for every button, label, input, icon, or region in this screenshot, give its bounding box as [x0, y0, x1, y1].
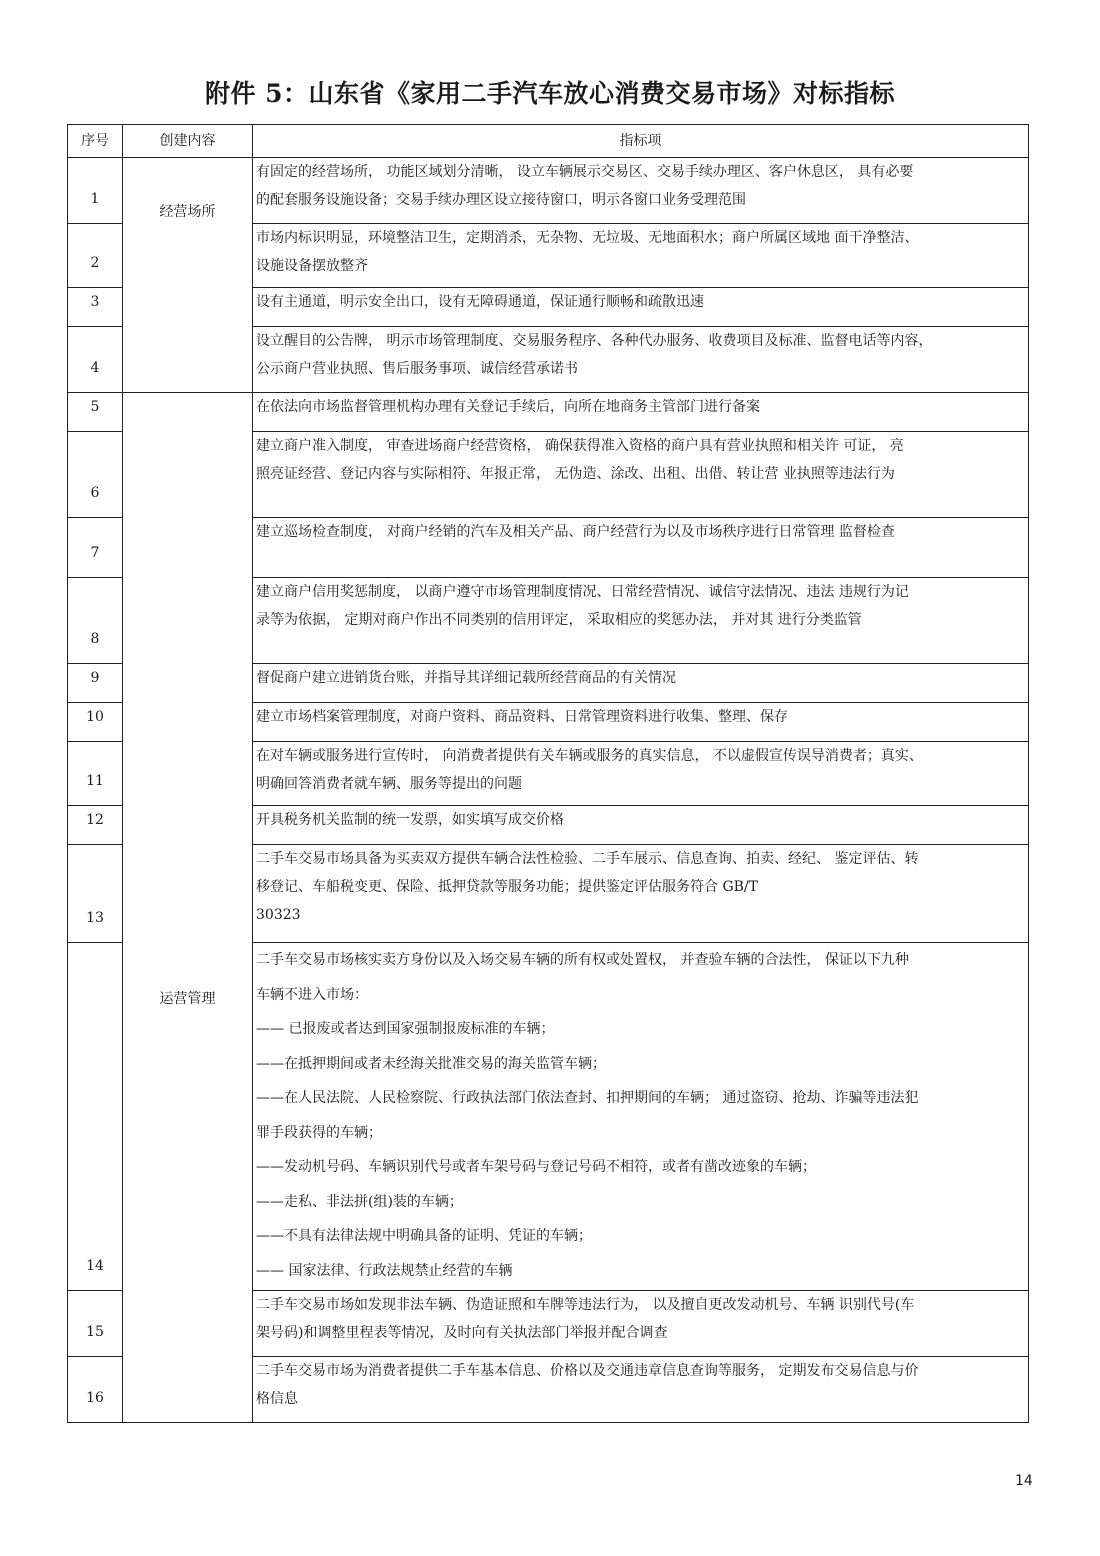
indicator-text-line: —— 国家法律、行政法规禁止经营的车辆 [256, 1262, 513, 1279]
indicator-text-line: —— 已报废或者达到国家强制报废标准的车辆； [256, 1021, 555, 1037]
indicator-text-line: 车辆不进入市场： [256, 986, 368, 1003]
indicator-cell [253, 288, 1029, 327]
indicator-cell [253, 806, 1029, 845]
row-number: 16 [68, 1357, 123, 1423]
indicator-text-line: 的配套服务设施设备；交易手续办理区设立接待窗口，明示各窗口业务受理范围 [256, 192, 746, 208]
row-number: 9 [68, 664, 123, 703]
indicator-cell [253, 158, 1029, 224]
table-row [68, 158, 1029, 224]
table-row [68, 393, 1029, 432]
category-cell-operation [123, 393, 253, 1423]
indicator-cell [253, 224, 1029, 288]
indicator-text-line: 在对车辆或服务进行宣传时， 向消费者提供有关车辆或服务的真实信息， 不以虚假宣传误导消费者；真实、 [256, 748, 923, 764]
indicator-text-line: 在依法向市场监督管理机构办理有关登记手续后，向所在地商务主管部门进行备案 [256, 399, 760, 415]
indicator-text-line: 建立市场档案管理制度，对商户资料、商品资料、日常管理资料进行收集、整理、保存 [256, 709, 788, 725]
document-title: 附件 5：山东省《家用二手汽车放心消费交易市场》对标指标 [204, 79, 896, 108]
indicator-cell [253, 327, 1029, 393]
benchmark-table [67, 124, 1029, 1423]
indicator-text-line: 格信息 [256, 1391, 298, 1407]
category-label: 经营场所 [159, 204, 216, 220]
indicator-text-line: ——不具有法律法规中明确具备的证明、凭证的车辆； [256, 1228, 592, 1244]
indicator-text-line: 市场内标识明显，环境整洁卫生，定期消杀，无杂物、无垃圾、无地面积水；商户所属区域地 面干净整洁、 [256, 230, 919, 246]
indicator-text-line: 设有主通道，明示安全出口，设有无障碍通道，保证通行顺畅和疏散迅速 [256, 294, 704, 310]
indicator-cell [253, 703, 1029, 742]
category-cell-venue [123, 158, 253, 393]
indicator-text-line: 照亮证经营、登记内容与实际相符、年报正常， 无伪造、涂改、出租、出借、转让营 业执照等违法行为 [256, 466, 895, 482]
row-number: 8 [68, 578, 123, 664]
indicator-cell [253, 943, 1029, 1291]
header-item: 指标项 [253, 125, 1029, 158]
indicator-text-line: 明确回答消费者就车辆、服务等提出的问题 [256, 776, 522, 792]
indicator-text-line: 移登记、车船税变更、保险、抵押贷款等服务功能；提供鉴定评估服务符合 GB/T [256, 879, 758, 895]
indicator-text-line: 30323 [256, 907, 301, 923]
indicator-text-line: 录等为依据， 定期对商户作出不同类别的信用评定， 采取相应的奖惩办法， 并对其 进行分类监管 [256, 612, 862, 628]
row-number: 11 [68, 742, 123, 806]
indicator-text-line: 有固定的经营场所， 功能区域划分清晰， 设立车辆展示交易区、交易手续办理区、客户休息区， 具有必要 [256, 164, 914, 180]
indicator-cell [253, 432, 1029, 518]
indicator-text-line: 督促商户建立进销货台账，并指导其详细记载所经营商品的有关情况 [256, 670, 676, 686]
indicator-text-line: ——走私、非法拼(组)装的车辆； [256, 1193, 463, 1210]
row-number: 7 [68, 518, 123, 578]
indicator-cell [253, 578, 1029, 664]
indicator-text-line: ——在抵押期间或者未经海关批准交易的海关监管车辆； [256, 1055, 606, 1072]
header-no: 序号 [68, 125, 123, 158]
indicator-cell [253, 518, 1029, 578]
indicator-text-line: 开具税务机关监制的统一发票，如实填写成交价格 [256, 812, 564, 828]
indicator-text-line: 建立商户信用奖惩制度， 以商户遵守市场管理制度情况、日常经营情况、诚信守法情况、违法 违规行为记 [256, 584, 909, 600]
indicator-text-line: 二手车交易市场核实卖方身份以及入场交易车辆的所有权或处置权， 并查验车辆的合法性， 保证以下九种 [256, 952, 909, 968]
indicator-text-line: 二手车交易市场具备为买卖双方提供车辆合法性检验、二手车展示、信息查询、拍卖、经纪、 鉴定评估、转 [256, 851, 919, 867]
category-label: 运营管理 [159, 991, 216, 1007]
row-number: 6 [68, 432, 123, 518]
indicator-text-line: 设立醒目的公告牌， 明示市场管理制度、交易服务程序、各种代办服务、收费项目及标准、监督电话等内容， [256, 333, 933, 349]
indicator-text-line: 建立商户准入制度， 审查进场商户经营资格， 确保获得准入资格的商户具有营业执照和相关许 可证， 亮 [256, 438, 904, 454]
indicator-cell [253, 1291, 1029, 1357]
header-category: 创建内容 [123, 125, 253, 158]
indicator-text-line: 设施设备摆放整齐 [256, 258, 368, 274]
indicator-text-line: 建立巡场检查制度， 对商户经销的汽车及相关产品、商户经营行为以及市场秩序进行日常管理 监督检查 [256, 524, 895, 540]
indicator-text-line: 罪手段获得的车辆； [256, 1124, 382, 1141]
row-number: 3 [68, 288, 123, 327]
row-number: 13 [68, 845, 123, 943]
indicator-text-line: 公示商户营业执照、售后服务事项、诚信经营承诺书 [256, 361, 578, 377]
indicator-text-line: ——发动机号码、车辆识别代号或者车架号码与登记号码不相符，或者有凿改迹象的车辆； [256, 1159, 816, 1175]
indicator-text-line: 二手车交易市场为消费者提供二手车基本信息、价格以及交通违章信息查询等服务， 定期发布交易信息与价 [256, 1363, 919, 1379]
row-number: 12 [68, 806, 123, 845]
indicator-cell [253, 664, 1029, 703]
row-number: 14 [68, 943, 123, 1291]
indicator-text-line: 架号码)和调整里程表等情况，及时向有关执法部门举报并配合调查 [256, 1325, 668, 1341]
page-number: 14 [1015, 1473, 1033, 1489]
indicator-cell [253, 845, 1029, 943]
row-number: 4 [68, 327, 123, 393]
row-number: 5 [68, 393, 123, 432]
indicator-text-line: 二手车交易市场如发现非法车辆、伪造证照和车牌等违法行为， 以及擅自更改发动机号、车辆 识别代号(车 [256, 1297, 915, 1313]
row-number: 15 [68, 1291, 123, 1357]
table-header-row [68, 125, 1029, 158]
indicator-cell [253, 742, 1029, 806]
row-number: 1 [68, 158, 123, 224]
indicator-text-line: ——在人民法院、人民检察院、行政执法部门依法查封、扣押期间的车辆； 通过盗窃、抢劫、诈骗等违法犯 [256, 1090, 919, 1106]
indicator-cell [253, 393, 1029, 432]
indicator-cell [253, 1357, 1029, 1423]
row-number: 2 [68, 224, 123, 288]
row-number: 10 [68, 703, 123, 742]
